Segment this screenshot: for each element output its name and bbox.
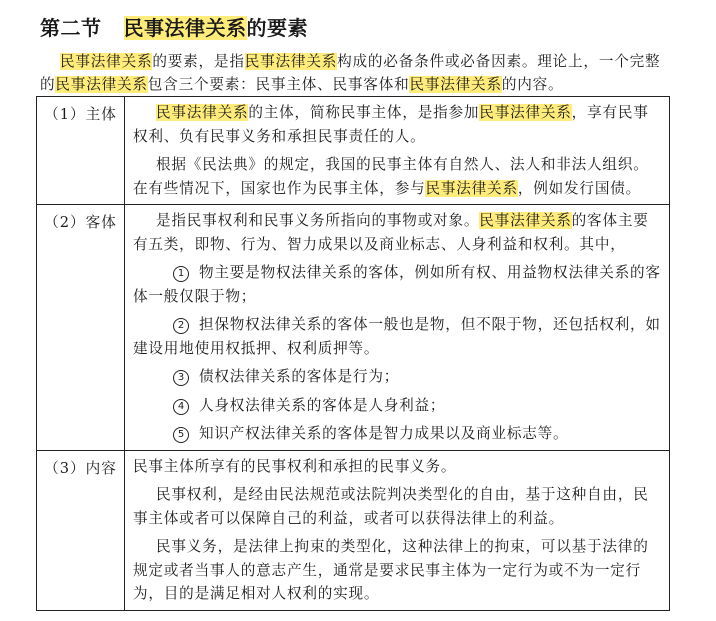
text-span: 的客体主要有五类，即物、行为、智力成果以及商业标志、人身利益和权利。其中， — [133, 212, 649, 253]
table-row-object — [37, 205, 670, 451]
object-item-1 — [133, 261, 661, 308]
text-span: 是指民事权利和民事义务所指向的事物或对象。 — [156, 212, 480, 229]
object-item-2 — [133, 313, 661, 360]
row-label-subject: （1）主体 — [37, 97, 125, 205]
intro-text: 构成的必备条件或必备因素。理论上，一个完整的 — [40, 53, 661, 93]
content-paragraph-2: 民事权利，是经由民法规范或法院判决类型化的自由，基于这种自由，民事主体或者可以保障自己的利益，或者可以获得法律上的利益。 — [133, 486, 649, 527]
content-paragraph-1: 民事主体所享有的民事权利和承担的民事义务。 — [133, 457, 457, 475]
row-body-object — [125, 205, 670, 451]
circled-number: 3 — [173, 370, 189, 386]
object-paragraph-1 — [133, 209, 661, 256]
row-body-content — [125, 450, 670, 610]
circled-number: 5 — [173, 427, 189, 443]
object-item-5 — [133, 422, 661, 446]
intro-paragraph — [40, 50, 668, 96]
intro-highlight: 民事法律关系 — [409, 76, 502, 93]
intro-text: 的要素，是指 — [152, 53, 245, 70]
text-highlight: 民事法律关系 — [425, 179, 518, 197]
circled-number: 1 — [173, 266, 189, 282]
row-label-object: （2）客体 — [37, 205, 125, 451]
object-item-3 — [133, 365, 661, 389]
row-label-content: （3）内容 — [37, 450, 125, 610]
row-body-subject — [125, 97, 670, 205]
object-item-4 — [133, 394, 661, 418]
text-span: 的主体，简称民事主体，是指参加 — [248, 104, 480, 121]
section-title — [40, 12, 308, 41]
item-text: 人身权法律关系的客体是人身利益； — [199, 396, 446, 414]
title-highlight: 民事法律关系 — [123, 16, 247, 40]
section-number: 第二节 — [40, 16, 102, 40]
text-highlight: 民事法律关系 — [479, 212, 572, 229]
table-row-subject — [37, 97, 670, 205]
item-text: 债权法律关系的客体是行为； — [199, 368, 400, 385]
text-highlight: 民事法律关系 — [479, 104, 572, 121]
subject-paragraph-1 — [133, 101, 661, 148]
item-text: 物主要是物权法律关系的客体，例如所有权、用益物权法律关系的客体一般仅限于物； — [133, 264, 661, 305]
circled-number: 2 — [173, 318, 189, 334]
intro-highlight: 民事法律关系 — [55, 76, 148, 93]
intro-highlight: 民事法律关系 — [244, 53, 338, 70]
elements-table — [36, 96, 670, 611]
intro-text: 包含三个要素：民事主体、民事客体和 — [147, 76, 410, 93]
text-span: ，例如发行国债。 — [517, 179, 642, 197]
table-row-content — [37, 450, 670, 610]
text-span: ，享有民事权利、负有民事义务和承担民事责任的人。 — [133, 104, 649, 145]
title-rest: 的要素 — [246, 16, 308, 40]
text-span: 根据《民法典》的规定，我国的民事主体有自然人、法人和非法人组织。在有些情况下，国家也作为民事主体，参与 — [133, 156, 649, 197]
item-text: 担保物权法律关系的客体一般也是物，但不限于物，还包括权利，如建设用地使用权抵押、权利质押等。 — [133, 316, 661, 357]
text-highlight: 民事法律关系 — [156, 104, 249, 121]
content-paragraph-3: 民事义务，是法律上拘束的类型化，这种法律上的拘束，可以基于法律的规定或者当事人的意志产生，通常是要求民事主体为一定行为或不为一定行为，目的是满足相对人权利的实现。 — [133, 538, 649, 602]
intro-text: 的内容。 — [501, 76, 564, 93]
circled-number: 4 — [173, 399, 189, 415]
item-text: 知识产权法律关系的客体是智力成果以及商业标志等。 — [199, 425, 569, 442]
intro-highlight: 民事法律关系 — [60, 53, 153, 70]
subject-paragraph-2 — [133, 153, 661, 200]
